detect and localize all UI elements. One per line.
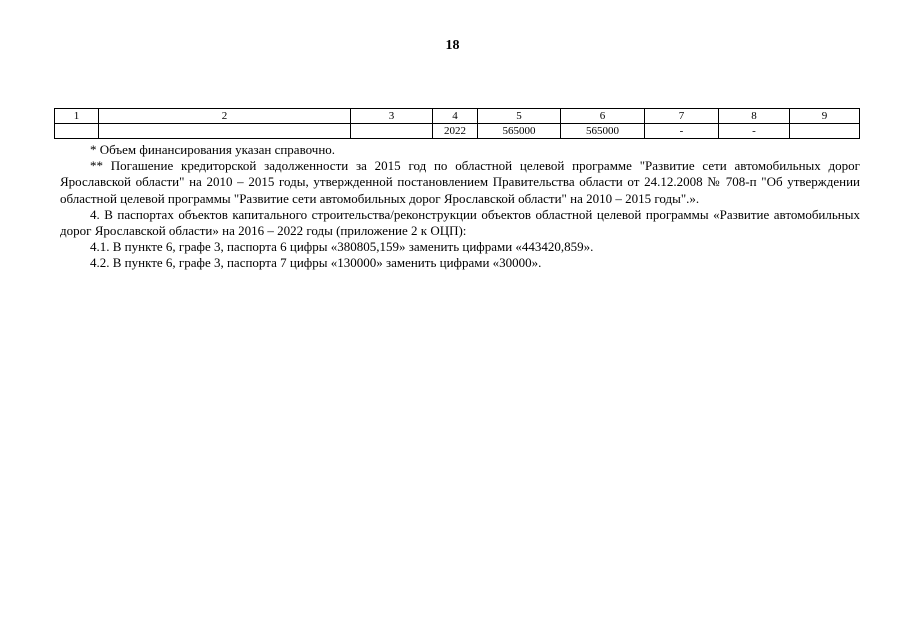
footnote-financing: * Объем финансирования указан справочно. — [90, 142, 336, 157]
table-cell — [790, 124, 860, 139]
page-number: 18 — [445, 38, 460, 53]
table-row — [55, 124, 860, 139]
table-cell — [351, 124, 433, 139]
table-header-cell: 5 — [478, 109, 561, 124]
table-header-cell: 2 — [99, 109, 351, 124]
table-header-cell: 9 — [790, 109, 860, 124]
table-header-cell: 3 — [351, 109, 433, 124]
table-header-row — [55, 109, 860, 124]
paragraph-item-4-1: 4.1. В пункте 6, графе 3, паспорта 6 цифры «380805,159» заменить цифрами «443420,859». — [90, 239, 594, 255]
table-header-cell: 6 — [561, 109, 645, 124]
document-body — [60, 142, 860, 272]
table-cell-year: 2022 — [433, 124, 478, 139]
table-cell: - — [645, 124, 719, 139]
paragraph-item-4-2: 4.2. В пункте 6, графе 3, паспорта 7 цифры «130000» заменить цифрами «30000». — [90, 255, 542, 271]
table-cell: - — [719, 124, 790, 139]
table-cell-amount: 565000 — [478, 124, 561, 139]
footnote-debt-repayment: ** Погашение кредиторской задолженности за 2015 год по областной целевой программе "Развитие сети автомобильных дорог Ярославской области" на 2010 – 2015 годы, утвержденной постановлением Правительства области от 24.12.2008 № 708-п "Об утверждении областной целевой программы "Развитие сети автомобильных дорог Ярославской области" на 2010 – 2015 годы".». — [60, 158, 860, 206]
table-header-cell: 4 — [433, 109, 478, 124]
table-cell — [55, 124, 99, 139]
table-header-cell: 1 — [55, 109, 99, 124]
paragraph-item-4: 4. В паспортах объектов капитального строительства/реконструкции объектов областной целевой программы «Развитие автомобильных дорог Ярославской области» на 2016 – 2022 годы (приложение 2 к ОЦП): — [60, 206, 860, 239]
data-table — [54, 108, 860, 139]
table-cell-amount: 565000 — [561, 124, 645, 139]
table-header-cell: 8 — [719, 109, 790, 124]
table-header-cell: 7 — [645, 109, 719, 124]
table-cell — [99, 124, 351, 139]
